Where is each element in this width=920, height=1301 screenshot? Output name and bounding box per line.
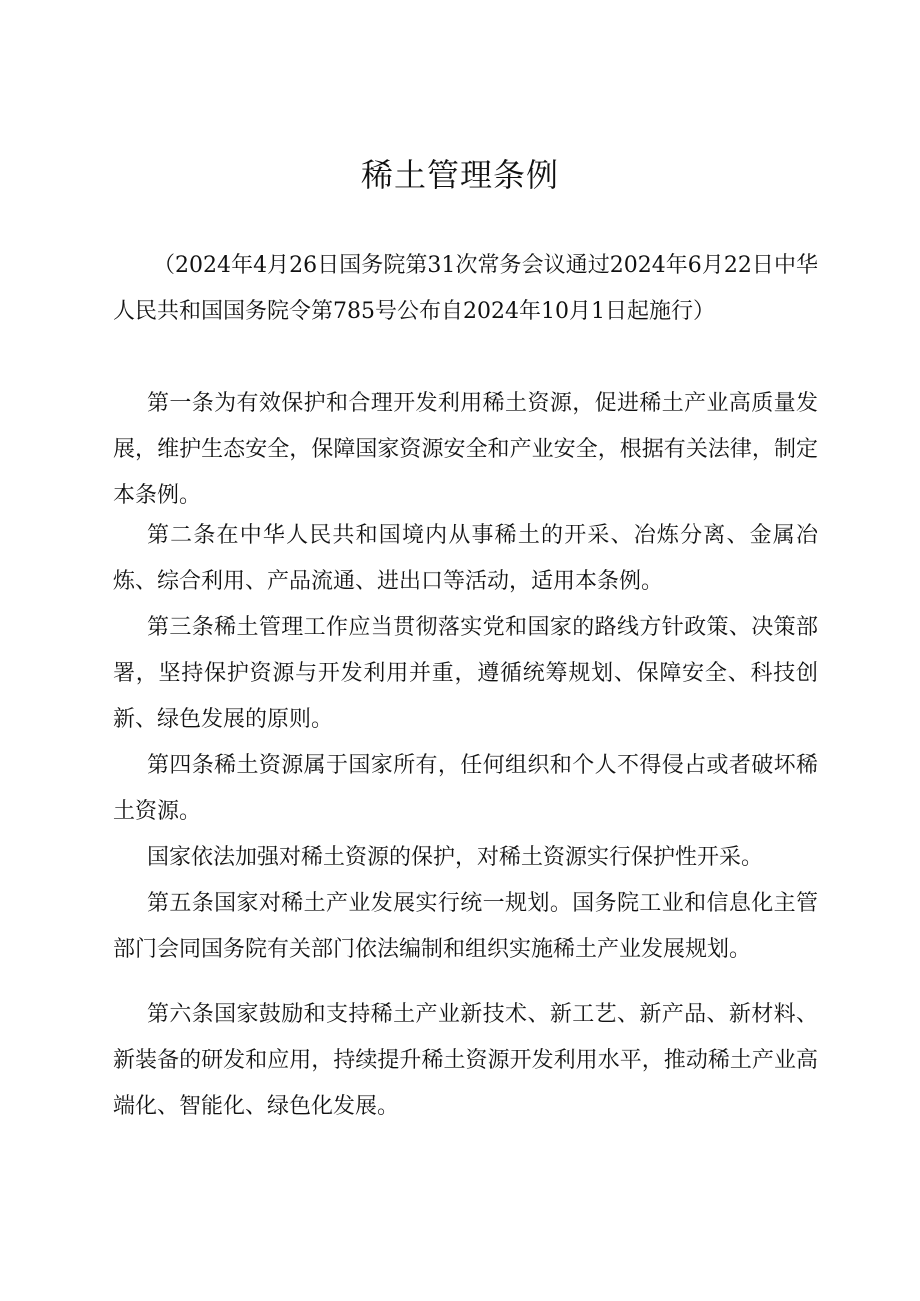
article-2: 第二条在中华人民共和国境内从事稀土的开采、冶炼分离、金属冶炼、综合利用、产品流通、进出口等活动，适用本条例。 — [113, 523, 818, 594]
article-3: 第三条稀土管理工作应当贯彻落实党和国家的路线方针政策、决策部署，坚持保护资源与开发利用并重，遵循统筹规划、保障安全、科技创新、绿色发展的原则。 — [113, 615, 818, 732]
article-6: 第六条国家鼓励和支持稀土产业新技术、新工艺、新产品、新材料、新装备的研发和应用，持续提升稀土资源开发利用水平，推动稀土产业高端化、智能化、绿色化发展。 — [113, 1002, 818, 1119]
document-title: 稀土管理条例 — [360, 156, 559, 194]
article-4-paragraph-2: 国家依法加强对稀土资源的保护，对稀土资源实行保护性开采。 — [147, 845, 764, 870]
article-1: 第一条为有效保护和合理开发利用稀土资源，促进稀土产业高质量发展，维护生态安全，保障国家资源安全和产业安全，根据有关法律，制定本条例。 — [113, 391, 818, 508]
promulgation-note: （2024年4月26日国务院第31次常务会议通过2024年6月22日中华人民共和国国务院令第785号公布自2024年10月1日起施行） — [113, 253, 818, 324]
article-5: 第五条国家对稀土产业发展实行统一规划。国务院工业和信息化主管部门会同国务院有关部门依法编制和组织实施稀土产业发展规划。 — [113, 891, 818, 962]
article-4: 第四条稀土资源属于国家所有，任何组织和个人不得侵占或者破坏稀土资源。 — [113, 753, 818, 824]
